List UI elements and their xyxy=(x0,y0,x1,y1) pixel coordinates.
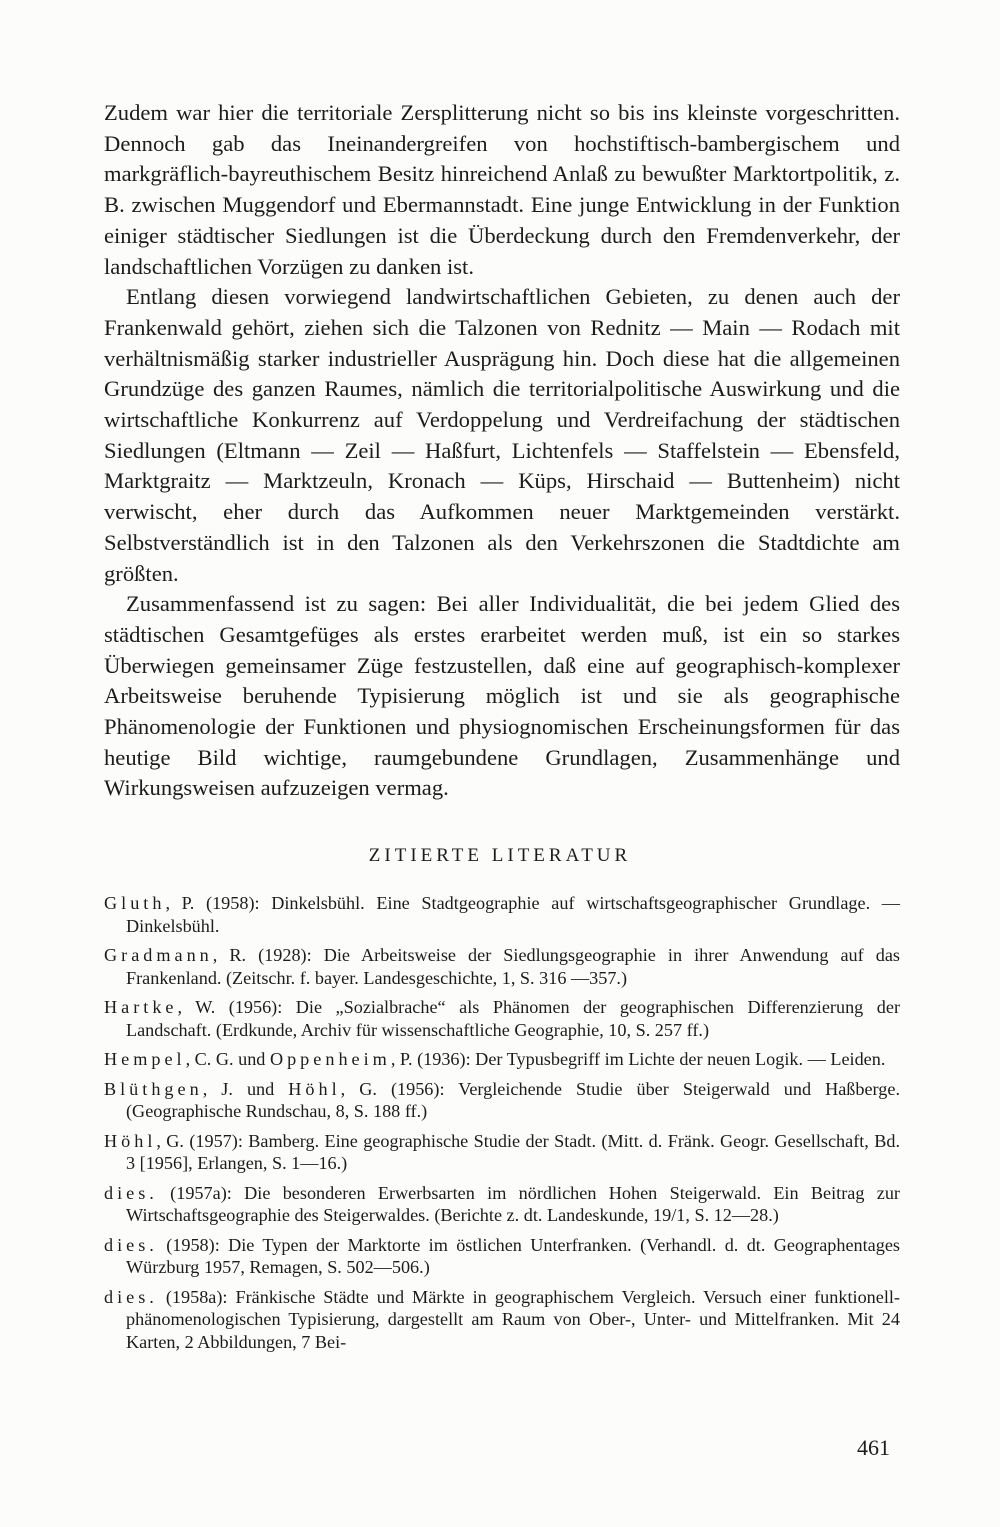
reference-author: dies. xyxy=(104,1234,158,1255)
reference-text: (1957a): Die besonderen Erwerbsarten im nördlichen Hohen Steigerwald. Ein Beitrag zur Wirtschaftsgeographie des Steigerwaldes. (Berichte z. dt. Landeskunde, 19/1, S. 12—28.) xyxy=(126,1182,900,1225)
reference-text: , W. (1956): Die „Sozialbrache“ als Phänomen der geographischen Differenzierung der Landschaft. (Erdkunde, Archiv für wissenschaftliche Geographie, 10, S. 257 ff.) xyxy=(126,997,900,1040)
reference-author: Blüthgen xyxy=(104,1078,203,1099)
reference-entry xyxy=(104,1078,900,1123)
body-text xyxy=(104,98,900,804)
reference-entry xyxy=(104,1048,900,1071)
paragraph: Zusammenfassend ist zu sagen: Bei aller Individualität, die bei jedem Glied des städtischen Gesamtgefüges als erstes erarbeitet werden muß, ist ein so starkes Überwiegen gemeinsamer Züge festzustellen, daß eine auf geographisch-komplexer Arbeitsweise beruhende Typisierung möglich ist und sie als geographische Phänomenologie der Funktionen und physiognomischen Erscheinungsformen für das heutige Bild wichtige, raumgebundene Grundlagen, Zusammenhänge und Wirkungsweisen aufzuzeigen vermag. xyxy=(104,591,900,801)
reference-entry xyxy=(104,1286,900,1354)
reference-author: dies. xyxy=(104,1182,158,1203)
reference-author: Hartke xyxy=(104,997,178,1017)
page-number: 461 xyxy=(857,1435,890,1460)
paragraph: Zudem war hier die territoriale Zersplitterung nicht so bis ins kleinste vorgeschritten. Dennoch gab das Ineinandergreifen von hochstiftisch-bambergischem und markgräflich-bayreuthischem Besitz hinreichend Anlaß zu bewußter Marktortpolitik, z. B. zwischen Muggendorf und Ebermannstadt. Eine junge Entwicklung in der Funktion einiger städtischer Siedlungen ist die Überdeckung durch den Fremdenverkehr, der landschaftlichen Vorzügen zu danken ist. xyxy=(104,100,900,279)
reference-author: Gradmann xyxy=(104,945,213,965)
reference-entry xyxy=(104,944,900,989)
reference-author: Höhl xyxy=(288,1078,341,1099)
references-heading: ZITIERTE LITERATUR xyxy=(368,845,632,866)
reference-text: (1958a): Fränkische Städte und Märkte in geographischem Vergleich. Versuch einer funktionell-phänomenologischen Typisierung, dargestellt am Raum von Ober-, Unter- und Mittelfranken. Mit 24 Karten, 2 Abbildungen, 7 Bei- xyxy=(126,1286,900,1352)
reference-text: , G. (1957): Bamberg. Eine geographische Studie der Stadt. (Mitt. d. Fränk. Geogr. Gesellschaft, Bd. 3 [1956], Erlangen, S. 1—16.) xyxy=(126,1130,900,1173)
reference-entry xyxy=(104,1182,900,1227)
reference-text: , P. (1958): Dinkelsbühl. Eine Stadtgeographie auf wirtschaftsgeographischer Grundlage. — Dinkelsbühl. xyxy=(126,893,900,936)
reference-text: , C. G. und xyxy=(185,1049,270,1069)
reference-text: , G. (1956): Vergleichende Studie über Steigerwald und Haßberge. (Geographische Rundschau, 8, S. 188 ff.) xyxy=(126,1078,900,1121)
reference-author: dies. xyxy=(104,1286,158,1307)
reference-entry xyxy=(104,1234,900,1279)
references-list xyxy=(104,892,900,1360)
reference-entry xyxy=(104,1130,900,1175)
reference-author: Gluth xyxy=(104,893,166,913)
reference-author: Hempel xyxy=(104,1049,186,1069)
reference-entry xyxy=(104,996,900,1041)
paragraph: Entlang diesen vorwiegend landwirtschaftlichen Gebieten, zu denen auch der Frankenwald gehört, ziehen sich die Talzonen von Rednitz — Main — Rodach mit verhältnismäßig starker industrieller Ausprägung hin. Doch diese hat die allgemeinen Grundzüge des ganzen Raumes, nämlich die territorialpolitische Auswirkung und die wirtschaftliche Konkurrenz auf Verdoppelung und Verdreifachung der städtischen Siedlungen (Eltmann — Zeil — Haßfurt, Lichtenfels — Staffelstein — Ebensfeld, Marktgraitz — Marktzeuln, Kronach — Küps, Hirschaid — Buttenheim) nicht verwischt, eher durch das Aufkommen neuer Marktgemeinden verstärkt. Selbstverständlich ist in den Talzonen als den Verkehrszonen die Stadtdichte am größten. xyxy=(104,284,900,586)
reference-text: , J. und xyxy=(202,1078,289,1099)
reference-text: , R. (1928): Die Arbeitsweise der Siedlungsgeographie in ihrer Anwendung auf das Frankenland. (Zeitschr. f. bayer. Landesgeschichte, 1, S. 316 —357.) xyxy=(126,945,900,988)
reference-text: (1958): Die Typen der Marktorte im östlichen Unterfranken. (Verhandl. d. dt. Geographentages Würzburg 1957, Remagen, S. 502—506.) xyxy=(126,1234,900,1277)
reference-author: Oppenheim xyxy=(269,1049,391,1069)
reference-text: , P. (1936): Der Typusbegriff im Lichte der neuen Logik. — Leiden. xyxy=(390,1049,886,1069)
reference-entry xyxy=(104,892,900,937)
reference-author: Höhl xyxy=(104,1130,157,1151)
